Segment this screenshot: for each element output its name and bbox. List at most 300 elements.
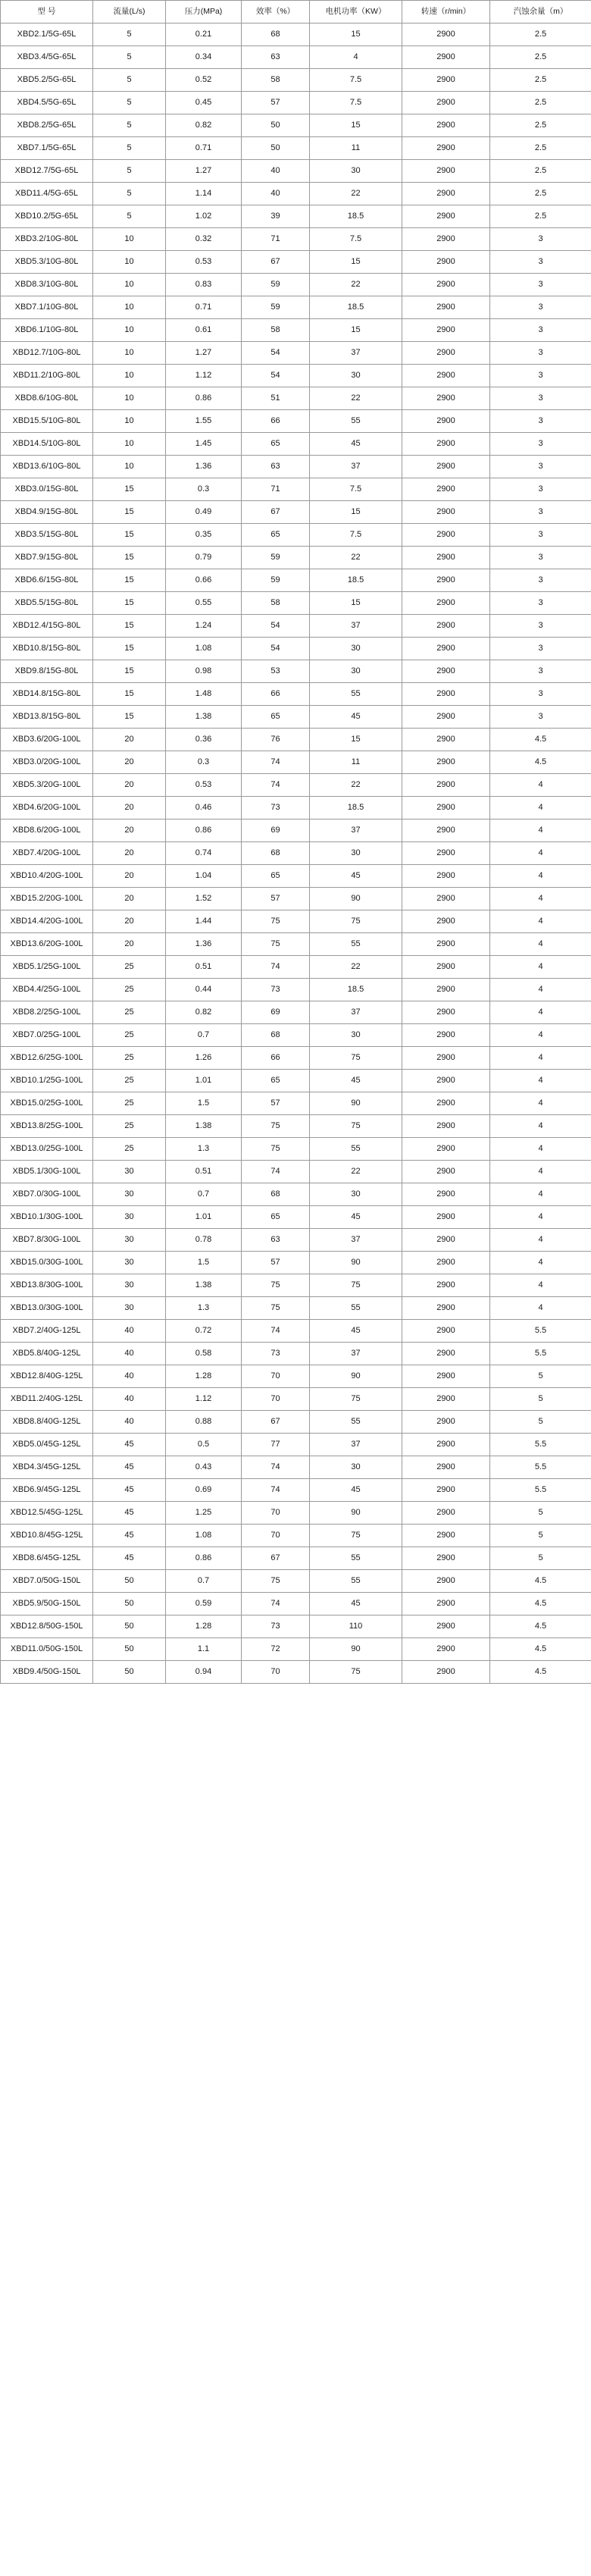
cell-motor-power: 18.5	[310, 979, 402, 1001]
cell-model: XBD13.0/25G-100L	[1, 1138, 93, 1161]
table-row	[1, 888, 591, 910]
cell-model: XBD5.0/45G-125L	[1, 1434, 93, 1456]
cell-motor-power: 37	[310, 1343, 402, 1365]
table-row	[1, 1070, 591, 1092]
table-row	[1, 456, 591, 478]
table-row	[1, 183, 591, 205]
cell-pressure: 1.26	[166, 1047, 242, 1070]
cell-model: XBD5.1/25G-100L	[1, 956, 93, 979]
cell-model: XBD10.4/20G-100L	[1, 865, 93, 888]
cell-model: XBD6.1/10G-80L	[1, 319, 93, 342]
cell-npsh: 5	[490, 1365, 591, 1388]
table-row	[1, 69, 591, 92]
table-row	[1, 1456, 591, 1479]
cell-motor-power: 90	[310, 1252, 402, 1274]
cell-speed: 2900	[402, 729, 490, 751]
cell-model: XBD10.1/25G-100L	[1, 1070, 93, 1092]
cell-npsh: 5	[490, 1502, 591, 1525]
cell-speed: 2900	[402, 910, 490, 933]
table-row	[1, 819, 591, 842]
column-header-pressure: 压力(MPa)	[166, 1, 242, 24]
cell-flow: 30	[93, 1183, 166, 1206]
cell-motor-power: 22	[310, 956, 402, 979]
cell-npsh: 3	[490, 524, 591, 547]
cell-flow: 5	[93, 24, 166, 46]
cell-efficiency: 68	[242, 1183, 310, 1206]
cell-npsh: 4	[490, 1252, 591, 1274]
cell-npsh: 2.5	[490, 137, 591, 160]
cell-npsh: 2.5	[490, 205, 591, 228]
cell-efficiency: 53	[242, 660, 310, 683]
cell-model: XBD5.9/50G-150L	[1, 1593, 93, 1615]
cell-pressure: 1.01	[166, 1206, 242, 1229]
cell-npsh: 3	[490, 228, 591, 251]
column-header-speed: 转速（r/min）	[402, 1, 490, 24]
cell-npsh: 3	[490, 433, 591, 456]
cell-npsh: 3	[490, 660, 591, 683]
table-row	[1, 160, 591, 183]
cell-motor-power: 15	[310, 729, 402, 751]
cell-model: XBD13.8/25G-100L	[1, 1115, 93, 1138]
cell-motor-power: 90	[310, 1502, 402, 1525]
cell-npsh: 3	[490, 274, 591, 296]
cell-npsh: 5	[490, 1388, 591, 1411]
cell-speed: 2900	[402, 1456, 490, 1479]
cell-pressure: 0.51	[166, 956, 242, 979]
cell-pressure: 0.74	[166, 842, 242, 865]
table-row	[1, 1115, 591, 1138]
cell-motor-power: 110	[310, 1615, 402, 1638]
cell-flow: 15	[93, 569, 166, 592]
cell-pressure: 0.7	[166, 1570, 242, 1593]
cell-motor-power: 45	[310, 706, 402, 729]
table-row	[1, 1274, 591, 1297]
cell-model: XBD3.0/15G-80L	[1, 478, 93, 501]
cell-model: XBD12.6/25G-100L	[1, 1047, 93, 1070]
cell-flow: 45	[93, 1547, 166, 1570]
cell-flow: 30	[93, 1297, 166, 1320]
cell-motor-power: 55	[310, 1138, 402, 1161]
cell-pressure: 0.45	[166, 92, 242, 114]
cell-model: XBD5.3/10G-80L	[1, 251, 93, 274]
cell-npsh: 5.5	[490, 1343, 591, 1365]
cell-efficiency: 54	[242, 615, 310, 638]
column-header-flow: 流量(L/s)	[93, 1, 166, 24]
cell-model: XBD15.0/30G-100L	[1, 1252, 93, 1274]
cell-pressure: 0.78	[166, 1229, 242, 1252]
cell-model: XBD10.8/15G-80L	[1, 638, 93, 660]
cell-pressure: 0.53	[166, 774, 242, 797]
table-row	[1, 615, 591, 638]
table-row	[1, 1320, 591, 1343]
cell-speed: 2900	[402, 774, 490, 797]
cell-pressure: 1.3	[166, 1138, 242, 1161]
cell-pressure: 0.35	[166, 524, 242, 547]
cell-flow: 25	[93, 1070, 166, 1092]
cell-flow: 20	[93, 933, 166, 956]
cell-pressure: 0.55	[166, 592, 242, 615]
cell-flow: 20	[93, 729, 166, 751]
cell-npsh: 5	[490, 1525, 591, 1547]
cell-npsh: 4	[490, 819, 591, 842]
table-row	[1, 319, 591, 342]
cell-flow: 25	[93, 979, 166, 1001]
cell-pressure: 0.86	[166, 819, 242, 842]
cell-npsh: 3	[490, 638, 591, 660]
cell-motor-power: 75	[310, 1388, 402, 1411]
cell-npsh: 4	[490, 1070, 591, 1092]
cell-efficiency: 51	[242, 387, 310, 410]
cell-efficiency: 75	[242, 1115, 310, 1138]
cell-flow: 50	[93, 1638, 166, 1661]
cell-pressure: 1.1	[166, 1638, 242, 1661]
cell-motor-power: 37	[310, 1434, 402, 1456]
cell-motor-power: 15	[310, 24, 402, 46]
cell-npsh: 4	[490, 1229, 591, 1252]
cell-speed: 2900	[402, 1252, 490, 1274]
cell-speed: 2900	[402, 46, 490, 69]
table-row	[1, 910, 591, 933]
cell-pressure: 1.27	[166, 342, 242, 365]
cell-efficiency: 71	[242, 228, 310, 251]
cell-model: XBD7.8/30G-100L	[1, 1229, 93, 1252]
cell-pressure: 1.55	[166, 410, 242, 433]
cell-efficiency: 74	[242, 1161, 310, 1183]
cell-pressure: 0.36	[166, 729, 242, 751]
cell-pressure: 1.36	[166, 933, 242, 956]
cell-model: XBD8.2/25G-100L	[1, 1001, 93, 1024]
cell-npsh: 3	[490, 569, 591, 592]
cell-npsh: 3	[490, 342, 591, 365]
cell-pressure: 1.52	[166, 888, 242, 910]
cell-npsh: 4	[490, 979, 591, 1001]
cell-npsh: 2.5	[490, 24, 591, 46]
cell-model: XBD7.0/30G-100L	[1, 1183, 93, 1206]
table-row	[1, 46, 591, 69]
cell-pressure: 0.34	[166, 46, 242, 69]
cell-flow: 50	[93, 1615, 166, 1638]
column-header-motor-power: 电机功率（KW）	[310, 1, 402, 24]
cell-flow: 10	[93, 296, 166, 319]
cell-efficiency: 70	[242, 1502, 310, 1525]
cell-flow: 5	[93, 46, 166, 69]
cell-flow: 45	[93, 1456, 166, 1479]
cell-npsh: 4.5	[490, 1638, 591, 1661]
cell-model: XBD7.9/15G-80L	[1, 547, 93, 569]
cell-motor-power: 45	[310, 1070, 402, 1092]
cell-npsh: 4	[490, 774, 591, 797]
table-row	[1, 1161, 591, 1183]
cell-speed: 2900	[402, 1001, 490, 1024]
cell-model: XBD15.5/10G-80L	[1, 410, 93, 433]
cell-pressure: 1.08	[166, 638, 242, 660]
cell-pressure: 0.46	[166, 797, 242, 819]
cell-efficiency: 65	[242, 524, 310, 547]
cell-model: XBD13.0/30G-100L	[1, 1297, 93, 1320]
cell-npsh: 4.5	[490, 1615, 591, 1638]
table-row	[1, 1638, 591, 1661]
cell-speed: 2900	[402, 1070, 490, 1092]
cell-motor-power: 75	[310, 1274, 402, 1297]
cell-efficiency: 59	[242, 274, 310, 296]
cell-motor-power: 7.5	[310, 92, 402, 114]
table-row	[1, 251, 591, 274]
cell-pressure: 0.44	[166, 979, 242, 1001]
cell-efficiency: 50	[242, 114, 310, 137]
table-row	[1, 1388, 591, 1411]
cell-pressure: 0.21	[166, 24, 242, 46]
cell-npsh: 3	[490, 456, 591, 478]
cell-speed: 2900	[402, 979, 490, 1001]
cell-speed: 2900	[402, 1297, 490, 1320]
cell-pressure: 0.82	[166, 114, 242, 137]
cell-flow: 20	[93, 842, 166, 865]
table-row	[1, 228, 591, 251]
table-row	[1, 1615, 591, 1638]
cell-efficiency: 68	[242, 842, 310, 865]
cell-model: XBD5.2/5G-65L	[1, 69, 93, 92]
cell-efficiency: 72	[242, 1638, 310, 1661]
cell-speed: 2900	[402, 819, 490, 842]
cell-npsh: 3	[490, 501, 591, 524]
cell-flow: 5	[93, 114, 166, 137]
cell-pressure: 0.51	[166, 1161, 242, 1183]
cell-model: XBD12.5/45G-125L	[1, 1502, 93, 1525]
cell-motor-power: 7.5	[310, 228, 402, 251]
cell-motor-power: 7.5	[310, 69, 402, 92]
cell-efficiency: 57	[242, 1252, 310, 1274]
cell-motor-power: 37	[310, 1001, 402, 1024]
cell-pressure: 1.25	[166, 1502, 242, 1525]
cell-model: XBD12.7/10G-80L	[1, 342, 93, 365]
cell-speed: 2900	[402, 592, 490, 615]
table-row	[1, 1183, 591, 1206]
cell-efficiency: 67	[242, 501, 310, 524]
cell-npsh: 4.5	[490, 751, 591, 774]
cell-flow: 40	[93, 1388, 166, 1411]
cell-model: XBD10.2/5G-65L	[1, 205, 93, 228]
cell-efficiency: 73	[242, 1343, 310, 1365]
cell-model: XBD7.1/10G-80L	[1, 296, 93, 319]
cell-model: XBD8.6/20G-100L	[1, 819, 93, 842]
cell-flow: 25	[93, 1001, 166, 1024]
cell-npsh: 4	[490, 1206, 591, 1229]
cell-speed: 2900	[402, 251, 490, 274]
cell-npsh: 2.5	[490, 46, 591, 69]
cell-model: XBD7.2/40G-125L	[1, 1320, 93, 1343]
cell-speed: 2900	[402, 92, 490, 114]
cell-model: XBD13.8/15G-80L	[1, 706, 93, 729]
cell-motor-power: 55	[310, 1570, 402, 1593]
cell-model: XBD12.7/5G-65L	[1, 160, 93, 183]
cell-npsh: 4	[490, 1138, 591, 1161]
table-row	[1, 842, 591, 865]
table-row	[1, 92, 591, 114]
cell-model: XBD13.8/30G-100L	[1, 1274, 93, 1297]
table-row	[1, 274, 591, 296]
cell-motor-power: 30	[310, 1456, 402, 1479]
table-row	[1, 137, 591, 160]
cell-motor-power: 55	[310, 1411, 402, 1434]
cell-model: XBD12.8/50G-150L	[1, 1615, 93, 1638]
table-row	[1, 706, 591, 729]
cell-model: XBD2.1/5G-65L	[1, 24, 93, 46]
cell-pressure: 1.02	[166, 205, 242, 228]
cell-npsh: 3	[490, 319, 591, 342]
cell-speed: 2900	[402, 410, 490, 433]
table-row	[1, 569, 591, 592]
cell-motor-power: 45	[310, 865, 402, 888]
cell-pressure: 0.72	[166, 1320, 242, 1343]
table-row	[1, 433, 591, 456]
cell-flow: 45	[93, 1434, 166, 1456]
table-row	[1, 956, 591, 979]
cell-efficiency: 50	[242, 137, 310, 160]
cell-speed: 2900	[402, 183, 490, 205]
cell-model: XBD11.0/50G-150L	[1, 1638, 93, 1661]
table-row	[1, 478, 591, 501]
cell-speed: 2900	[402, 956, 490, 979]
cell-motor-power: 11	[310, 137, 402, 160]
cell-model: XBD4.3/45G-125L	[1, 1456, 93, 1479]
table-row	[1, 683, 591, 706]
cell-efficiency: 75	[242, 1138, 310, 1161]
cell-efficiency: 54	[242, 342, 310, 365]
cell-speed: 2900	[402, 1502, 490, 1525]
cell-efficiency: 70	[242, 1388, 310, 1411]
cell-model: XBD10.1/30G-100L	[1, 1206, 93, 1229]
cell-flow: 45	[93, 1479, 166, 1502]
cell-motor-power: 37	[310, 342, 402, 365]
cell-flow: 30	[93, 1161, 166, 1183]
table-row	[1, 1593, 591, 1615]
cell-npsh: 4.5	[490, 1570, 591, 1593]
cell-model: XBD3.4/5G-65L	[1, 46, 93, 69]
cell-pressure: 1.12	[166, 365, 242, 387]
cell-speed: 2900	[402, 433, 490, 456]
cell-efficiency: 65	[242, 1070, 310, 1092]
cell-speed: 2900	[402, 1547, 490, 1570]
table-row	[1, 1252, 591, 1274]
cell-motor-power: 45	[310, 1320, 402, 1343]
cell-flow: 40	[93, 1343, 166, 1365]
table-row	[1, 592, 591, 615]
cell-efficiency: 68	[242, 1024, 310, 1047]
cell-npsh: 3	[490, 592, 591, 615]
cell-efficiency: 57	[242, 92, 310, 114]
cell-npsh: 4	[490, 933, 591, 956]
cell-efficiency: 71	[242, 478, 310, 501]
cell-model: XBD4.9/15G-80L	[1, 501, 93, 524]
cell-flow: 10	[93, 342, 166, 365]
cell-pressure: 0.58	[166, 1343, 242, 1365]
cell-efficiency: 75	[242, 1570, 310, 1593]
table-row	[1, 638, 591, 660]
cell-efficiency: 59	[242, 296, 310, 319]
cell-npsh: 3	[490, 410, 591, 433]
cell-efficiency: 58	[242, 319, 310, 342]
cell-flow: 20	[93, 910, 166, 933]
cell-pressure: 0.59	[166, 1593, 242, 1615]
cell-pressure: 0.83	[166, 274, 242, 296]
cell-efficiency: 40	[242, 160, 310, 183]
cell-flow: 15	[93, 547, 166, 569]
cell-speed: 2900	[402, 1320, 490, 1343]
cell-motor-power: 30	[310, 365, 402, 387]
table-row	[1, 1547, 591, 1570]
cell-pressure: 1.14	[166, 183, 242, 205]
cell-pressure: 0.7	[166, 1183, 242, 1206]
cell-model: XBD15.0/25G-100L	[1, 1092, 93, 1115]
cell-flow: 15	[93, 615, 166, 638]
table-row	[1, 1434, 591, 1456]
cell-motor-power: 30	[310, 160, 402, 183]
cell-model: XBD11.2/10G-80L	[1, 365, 93, 387]
cell-model: XBD4.6/20G-100L	[1, 797, 93, 819]
cell-npsh: 3	[490, 706, 591, 729]
cell-efficiency: 73	[242, 979, 310, 1001]
cell-motor-power: 55	[310, 933, 402, 956]
cell-pressure: 0.61	[166, 319, 242, 342]
cell-efficiency: 54	[242, 365, 310, 387]
table-row	[1, 296, 591, 319]
cell-flow: 5	[93, 205, 166, 228]
cell-model: XBD11.2/40G-125L	[1, 1388, 93, 1411]
cell-flow: 50	[93, 1593, 166, 1615]
cell-pressure: 0.49	[166, 501, 242, 524]
cell-efficiency: 74	[242, 956, 310, 979]
cell-model: XBD8.6/45G-125L	[1, 1547, 93, 1570]
cell-model: XBD5.3/20G-100L	[1, 774, 93, 797]
cell-model: XBD14.5/10G-80L	[1, 433, 93, 456]
cell-motor-power: 75	[310, 1115, 402, 1138]
cell-efficiency: 59	[242, 547, 310, 569]
cell-npsh: 4	[490, 1161, 591, 1183]
cell-motor-power: 18.5	[310, 569, 402, 592]
cell-flow: 50	[93, 1661, 166, 1684]
cell-model: XBD5.1/30G-100L	[1, 1161, 93, 1183]
cell-flow: 20	[93, 888, 166, 910]
cell-flow: 10	[93, 433, 166, 456]
cell-speed: 2900	[402, 69, 490, 92]
cell-pressure: 1.45	[166, 433, 242, 456]
cell-speed: 2900	[402, 1638, 490, 1661]
cell-speed: 2900	[402, 1525, 490, 1547]
cell-npsh: 4.5	[490, 729, 591, 751]
table-row	[1, 1024, 591, 1047]
cell-pressure: 0.32	[166, 228, 242, 251]
cell-pressure: 1.36	[166, 456, 242, 478]
cell-model: XBD7.0/25G-100L	[1, 1024, 93, 1047]
cell-npsh: 3	[490, 365, 591, 387]
cell-flow: 20	[93, 797, 166, 819]
cell-speed: 2900	[402, 1365, 490, 1388]
cell-model: XBD8.3/10G-80L	[1, 274, 93, 296]
table-row	[1, 501, 591, 524]
cell-efficiency: 70	[242, 1365, 310, 1388]
cell-motor-power: 37	[310, 615, 402, 638]
cell-pressure: 0.79	[166, 547, 242, 569]
cell-motor-power: 11	[310, 751, 402, 774]
cell-model: XBD15.2/20G-100L	[1, 888, 93, 910]
cell-speed: 2900	[402, 1115, 490, 1138]
cell-motor-power: 18.5	[310, 205, 402, 228]
cell-speed: 2900	[402, 456, 490, 478]
cell-model: XBD8.2/5G-65L	[1, 114, 93, 137]
cell-efficiency: 74	[242, 1320, 310, 1343]
table-row	[1, 1047, 591, 1070]
cell-speed: 2900	[402, 1206, 490, 1229]
